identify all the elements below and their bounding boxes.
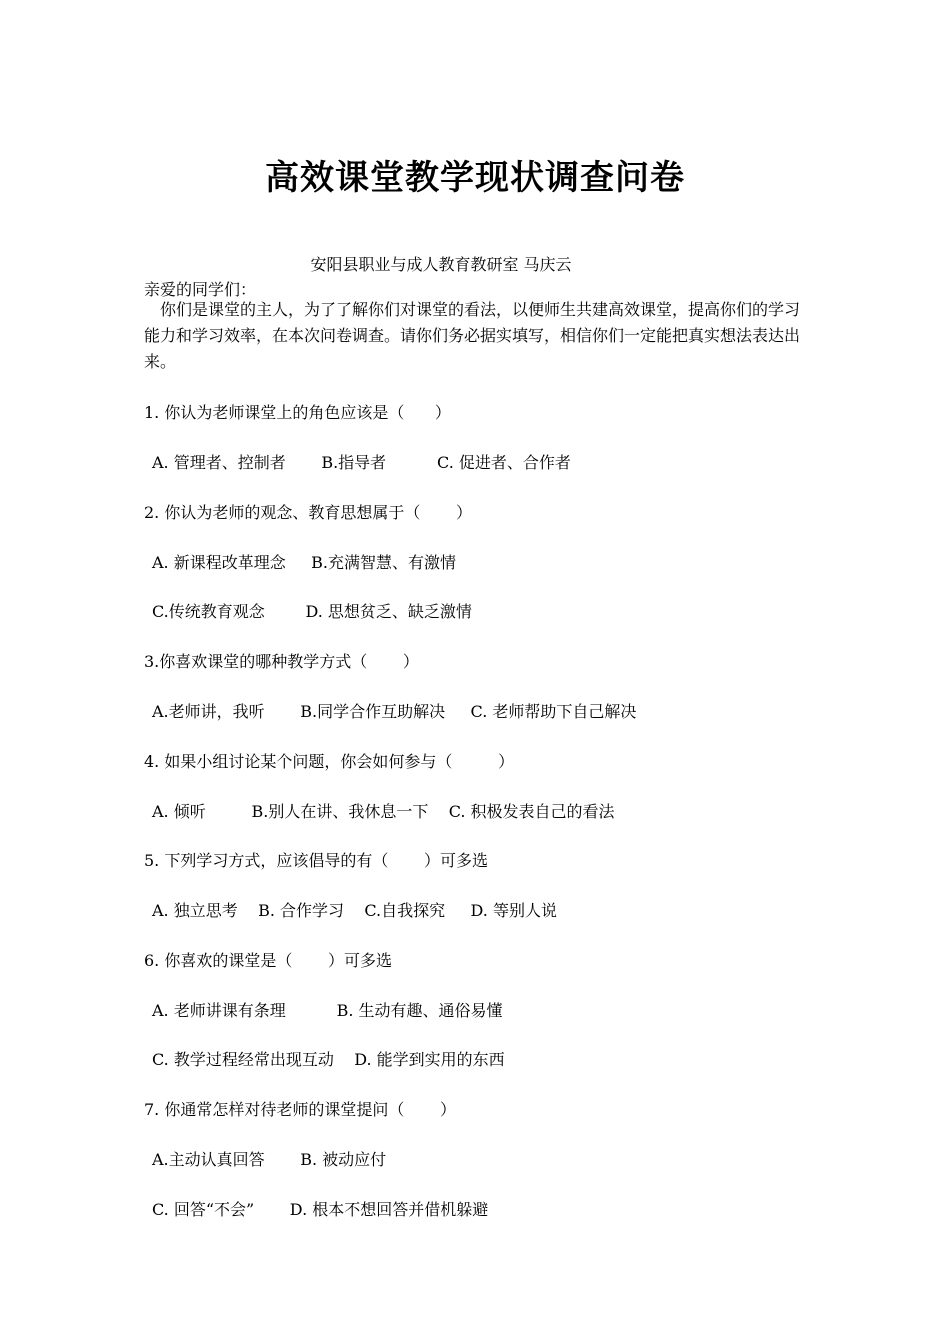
question-6-options-row2: C. 教学过程经常出现互动 D. 能学到实用的东西 xyxy=(152,1050,505,1069)
greeting: 亲爱的同学们： xyxy=(144,280,257,299)
intro-paragraph: 你们是课堂的主人，为了了解你们对课堂的看法，以便师生共建高效课堂，提高你们的学习能力和学习效率，在本次问卷调查。请你们务必据实填写，相信你们一定能把真实想法表达出来。 xyxy=(144,300,801,371)
document-title: 高效课堂教学现状调查问卷 xyxy=(265,158,685,198)
question-7-options-row2: C. 回答“不会” D. 根本不想回答并借机躲避 xyxy=(152,1200,489,1219)
question-2-options-row1: A. 新课程改革理念 B.充满智慧、有激情 xyxy=(152,553,457,572)
question-3: 3.你喜欢课堂的哪种教学方式（ ） xyxy=(144,652,419,671)
question-5-options: A. 独立思考 B. 合作学习 C.自我探究 D. 等别人说 xyxy=(152,901,557,920)
question-6: 6. 你喜欢的课堂是（ ）可多选 xyxy=(144,951,392,970)
question-7: 7. 你通常怎样对待老师的课堂提问（ ） xyxy=(144,1100,456,1119)
question-5: 5. 下列学习方式，应该倡导的有（ ）可多选 xyxy=(144,851,488,870)
question-7-options-row1: A.主动认真回答 B. 被动应付 xyxy=(152,1150,387,1169)
question-1: 1. 你认为老师课堂上的角色应该是（ ） xyxy=(144,403,451,422)
question-1-options: A. 管理者、控制者 B.指导者 C. 促进者、合作者 xyxy=(152,453,571,472)
question-2-options-row2: C.传统教育观念 D. 思想贫乏、缺乏激情 xyxy=(152,602,472,621)
question-3-options: A.老师讲，我听 B.同学合作互助解决 C. 老师帮助下自己解决 xyxy=(152,702,637,721)
author-line: 安阳县职业与成人教育教研室 马庆云 xyxy=(310,255,572,274)
question-6-options-row1: A. 老师讲课有条理 B. 生动有趣、通俗易懂 xyxy=(152,1001,503,1020)
question-4: 4. 如果小组讨论某个问题，你会如何参与（ ） xyxy=(144,752,515,771)
question-2: 2. 你认为老师的观念、教育思想属于（ ） xyxy=(144,503,472,522)
question-4-options: A. 倾听 B.别人在讲、我休息一下 C. 积极发表自己的看法 xyxy=(152,802,615,821)
